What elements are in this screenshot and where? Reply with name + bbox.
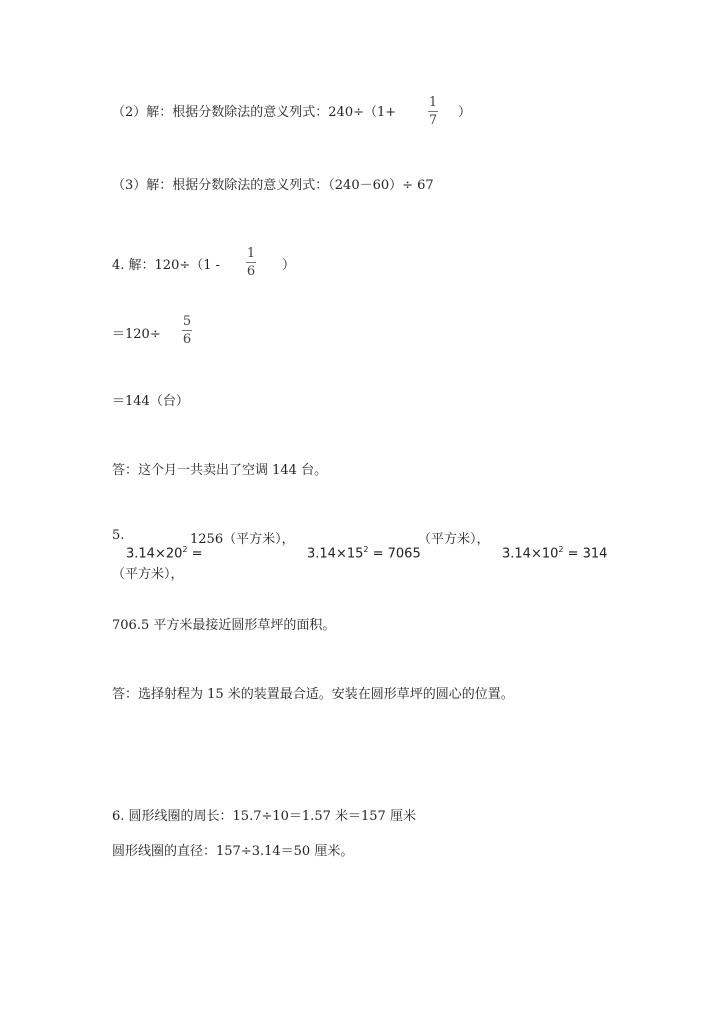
q5-eq2 (307, 545, 421, 561)
q5-number: 5. (112, 528, 125, 543)
fraction-5-6 (182, 314, 192, 347)
eq3-end: = 314 (563, 546, 608, 562)
numerator: 1 (428, 95, 438, 110)
q4-line1-close: ） (282, 258, 296, 273)
q5-unit2: （平方米）， (418, 532, 490, 547)
q2-close: ） (458, 105, 472, 120)
q4-line2: ＝120÷ (112, 327, 161, 342)
eq1-base: 3.14×20 (126, 546, 183, 562)
q5-eq1 (126, 545, 203, 561)
q2-text: （2）解：根据分数除法的意义列式：240÷（1+ (112, 105, 397, 120)
exponent: 2 (363, 545, 369, 554)
exponent: 2 (558, 545, 564, 554)
q5-eq3 (502, 545, 607, 561)
denominator: 7 (428, 113, 438, 128)
q5-value1: 1256（平方米）， (190, 532, 295, 547)
q3-text: （3）解：根据分数除法的意义列式：（240－60）÷ 67 (112, 178, 434, 193)
eq1-end: = (187, 546, 203, 562)
eq3-base: 3.14×10 (502, 546, 559, 562)
exponent: 2 (182, 545, 188, 554)
fraction-1-6 (246, 246, 256, 279)
numerator: 5 (182, 314, 192, 329)
q5-unit3: （平方米）， (112, 567, 184, 582)
q4-line1: 4. 解：120÷（1 - (112, 258, 221, 273)
q6-line1: 6. 圆形线圈的周长：15.7÷10＝1.57 米＝157 厘米 (112, 809, 416, 824)
denominator: 6 (182, 332, 192, 347)
numerator: 1 (246, 246, 256, 261)
eq2-end: = 7065 (368, 546, 421, 562)
fraction-1-7 (428, 95, 438, 128)
q6-line2: 圆形线圈的直径：157÷3.14＝50 厘米。 (112, 844, 354, 859)
q4-line3: ＝144（台） (112, 394, 189, 409)
eq2-base: 3.14×15 (307, 546, 364, 562)
denominator: 6 (246, 264, 256, 279)
q4-answer: 答：这个月一共卖出了空调 144 台。 (112, 463, 328, 478)
q5-line2: 706.5 平方米最接近圆形草坪的面积。 (112, 618, 336, 633)
q5-answer: 答：选择射程为 15 米的装置最合适。安装在圆形草坪的圆心的位置。 (112, 687, 514, 702)
